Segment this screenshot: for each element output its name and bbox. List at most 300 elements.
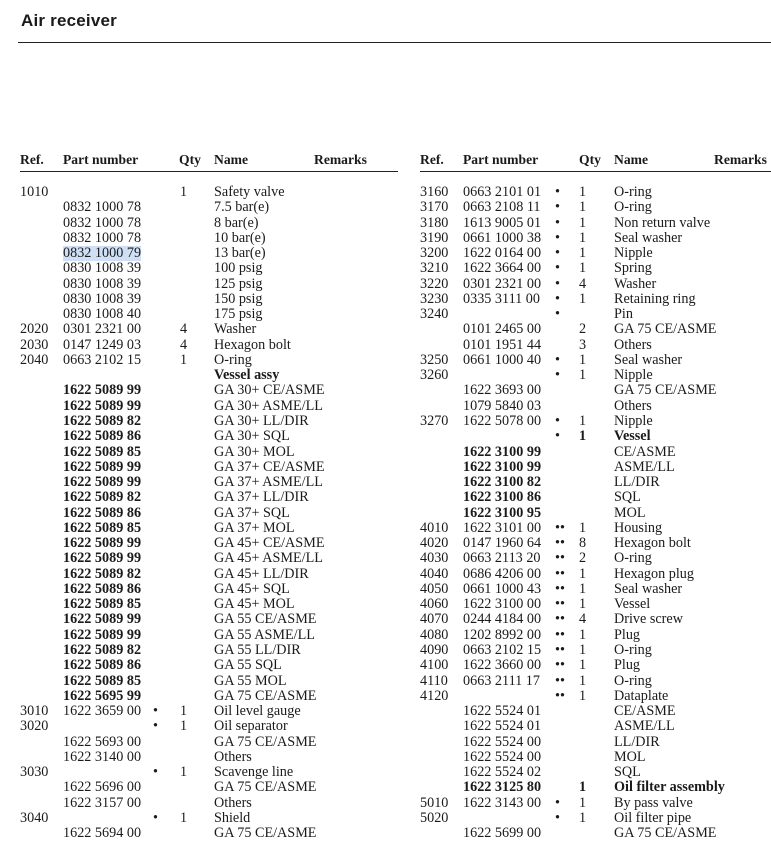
part-number-cell[interactable]: 0663 2101 01 [463, 184, 542, 200]
name-cell: Nipple [614, 245, 653, 262]
qty-cell: 1 [579, 260, 587, 277]
name-cell: 150 psig [214, 290, 263, 307]
name-cell: MOL [614, 504, 646, 521]
table-row [20, 292, 398, 307]
name-cell: SQL [614, 489, 641, 506]
level-dots: •• [555, 672, 565, 689]
ref-cell: 3240 [420, 306, 449, 323]
table-row [20, 597, 398, 612]
part-number-cell[interactable]: 1622 3693 00 [463, 382, 542, 399]
table-row [20, 246, 398, 261]
qty-cell: 3 [579, 336, 587, 353]
qty-cell: 1 [579, 245, 587, 262]
name-cell: Vessel [614, 596, 651, 613]
table-row [420, 216, 771, 231]
part-number-cell[interactable]: 0832 1000 78 [63, 214, 142, 231]
part-number-cell[interactable]: 0830 1008 39 [63, 260, 142, 277]
name-cell: GA 37+ ASME/LL [214, 474, 323, 491]
name-cell: Oil filter assembly [614, 779, 725, 796]
header-part-number: Part number [63, 152, 139, 167]
qty-cell: 4 [579, 611, 587, 628]
qty-cell: 1 [579, 794, 587, 811]
table-row [20, 582, 398, 597]
qty-cell: 1 [579, 809, 587, 826]
part-number-cell[interactable]: 0832 1000 78 [63, 199, 142, 216]
table-row [420, 475, 771, 490]
qty-cell: 1 [180, 718, 188, 735]
part-number-cell[interactable]: 1622 5089 82 [63, 565, 142, 582]
part-number-cell[interactable]: 1622 5089 86 [63, 580, 142, 597]
ref-cell: 4080 [420, 626, 449, 643]
part-number-cell[interactable]: 1622 5089 99 [63, 611, 142, 628]
name-cell: Washer [614, 275, 657, 292]
name-cell: Scavenge line [214, 764, 294, 781]
part-number-cell[interactable]: 1622 5696 00 [63, 779, 142, 796]
level-dots: • [153, 809, 158, 826]
table-row [20, 475, 398, 490]
table-row [420, 597, 771, 612]
part-number-cell[interactable]: 1622 3660 00 [463, 657, 542, 674]
name-cell: Plug [614, 626, 641, 643]
qty-cell: 1 [579, 367, 587, 384]
name-cell: Shield [214, 809, 251, 826]
name-cell: Safety valve [214, 184, 285, 200]
ref-cell: 3230 [420, 290, 449, 307]
table-row [420, 383, 771, 398]
name-cell: LL/DIR [614, 474, 660, 491]
ref-cell: 4060 [420, 596, 449, 613]
table-row [420, 643, 771, 658]
table-row [20, 322, 398, 337]
part-number-cell[interactable]: 1622 3140 00 [63, 748, 142, 765]
level-dots: •• [555, 657, 565, 674]
name-cell: GA 37+ CE/ASME [214, 458, 325, 475]
qty-cell: 1 [579, 199, 587, 216]
part-number-cell[interactable]: 1622 5089 85 [63, 672, 142, 689]
table-row [20, 750, 398, 765]
ref-cell: 4030 [420, 550, 449, 567]
table-row [420, 200, 771, 215]
table-row [420, 551, 771, 566]
qty-cell: 4 [579, 275, 587, 292]
name-cell: GA 30+ LL/DIR [214, 412, 309, 429]
table-row [420, 429, 771, 444]
name-cell: GA 75 CE/ASME [214, 825, 317, 841]
qty-cell: 1 [579, 596, 587, 613]
ref-cell: 4100 [420, 657, 449, 674]
qty-cell: 1 [180, 703, 188, 720]
table-row [420, 674, 771, 689]
name-cell: GA 30+ ASME/LL [214, 397, 323, 414]
table-row [420, 765, 771, 780]
table-row [20, 216, 398, 231]
level-dots: • [555, 428, 560, 445]
ref-cell: 3250 [420, 351, 449, 368]
level-dots: •• [555, 611, 565, 628]
part-number-cell[interactable]: 1622 5089 82 [63, 412, 142, 429]
table-row [20, 628, 398, 643]
qty-cell: 2 [579, 321, 587, 338]
qty-cell: 1 [579, 687, 587, 704]
ref-cell: 3160 [420, 184, 449, 200]
qty-cell: 1 [579, 641, 587, 658]
ref-cell: 2020 [20, 321, 49, 338]
name-cell: 100 psig [214, 260, 263, 277]
table-row [420, 292, 771, 307]
table-row [420, 460, 771, 475]
table-row [20, 567, 398, 582]
part-number-cell[interactable]: 1622 5089 82 [63, 489, 142, 506]
qty-cell: 1 [180, 351, 188, 368]
ref-cell: 3020 [20, 718, 49, 735]
part-number-cell[interactable]: 1622 0164 00 [463, 245, 542, 262]
ref-cell: 3040 [20, 809, 49, 826]
part-number-cell[interactable]: 1622 3100 99 [463, 443, 542, 460]
part-number-cell[interactable]: 1622 3100 95 [463, 504, 542, 521]
part-number-cell[interactable]: 1622 3157 00 [63, 794, 142, 811]
name-cell: GA 55 LL/DIR [214, 641, 301, 658]
level-dots: • [555, 794, 560, 811]
table-row [20, 383, 398, 398]
name-cell: GA 37+ LL/DIR [214, 489, 309, 506]
table-row [420, 506, 771, 521]
part-number-cell[interactable]: 1622 5089 86 [63, 504, 142, 521]
header-part-number: Part number [463, 152, 539, 167]
ref-cell: 3010 [20, 703, 49, 720]
ref-cell: 2030 [20, 336, 49, 353]
part-number-cell[interactable]: 1622 5524 01 [463, 718, 542, 735]
table-row [420, 307, 771, 322]
part-number-cell[interactable]: 0663 2108 11 [463, 199, 541, 216]
name-cell: GA 30+ CE/ASME [214, 382, 325, 399]
qty-cell: 1 [579, 580, 587, 597]
table-row [420, 612, 771, 627]
part-number-cell[interactable]: 1622 5089 99 [63, 397, 142, 414]
table-row [20, 704, 398, 719]
qty-cell: 1 [180, 809, 188, 826]
part-number-cell[interactable]: 1622 5089 99 [63, 382, 142, 399]
page-title: Air receiver [21, 11, 117, 30]
name-cell: 13 bar(e) [214, 245, 266, 262]
level-dots: • [555, 367, 560, 384]
part-number-cell[interactable]: 1622 5089 85 [63, 519, 142, 536]
table-row [420, 689, 771, 704]
table-row [420, 261, 771, 276]
ref-cell: 5020 [420, 809, 449, 826]
table-row [20, 277, 398, 292]
level-dots: •• [555, 580, 565, 597]
part-number-cell[interactable]: 1622 5699 00 [463, 825, 542, 841]
table-row [420, 536, 771, 551]
part-number-cell[interactable]: 1622 5089 86 [63, 428, 142, 445]
part-number-cell[interactable]: 0830 1008 40 [63, 306, 142, 323]
table-row [20, 490, 398, 505]
part-number-cell[interactable]: 0661 1000 43 [463, 580, 542, 597]
table-row [420, 582, 771, 597]
table-body [20, 185, 398, 841]
title-divider [18, 42, 771, 43]
level-dots: •• [555, 550, 565, 567]
table-row [20, 536, 398, 551]
table-row [420, 368, 771, 383]
part-number-cell[interactable]: 0661 1000 40 [463, 351, 542, 368]
level-dots: • [555, 260, 560, 277]
name-cell: Seal washer [614, 351, 683, 368]
header-name: Name [614, 152, 648, 167]
ref-cell: 3270 [420, 412, 449, 429]
part-number-cell[interactable]: 1622 5089 86 [63, 657, 142, 674]
ref-cell: 3220 [420, 275, 449, 292]
ref-cell: 4070 [420, 611, 449, 628]
qty-cell: 1 [180, 764, 188, 781]
part-number-cell[interactable]: 1622 5089 99 [63, 474, 142, 491]
table-row [20, 506, 398, 521]
part-number-cell[interactable]: 0301 2321 00 [63, 321, 142, 338]
name-cell: GA 37+ MOL [214, 519, 295, 536]
table-header [20, 152, 398, 172]
name-cell: Oil separator [214, 718, 288, 735]
part-number-cell[interactable]: 0301 2321 00 [463, 275, 542, 292]
table-row [20, 826, 398, 841]
ref-cell: 3170 [420, 199, 449, 216]
qty-cell: 1 [579, 229, 587, 246]
qty-cell: 1 [579, 184, 587, 200]
table-row [420, 719, 771, 734]
name-cell: Housing [614, 519, 663, 536]
part-number-cell[interactable]: 0663 2102 15 [63, 351, 142, 368]
part-number-cell[interactable]: 1622 3664 00 [463, 260, 542, 277]
part-number-cell[interactable]: 1622 5524 00 [463, 733, 542, 750]
table-row [20, 796, 398, 811]
parts-table-left [20, 152, 398, 841]
name-cell: GA 45+ CE/ASME [214, 535, 325, 552]
name-cell: O-ring [614, 550, 652, 567]
part-number-cell[interactable]: 1622 5089 99 [63, 550, 142, 567]
name-cell: Spring [614, 260, 652, 277]
qty-cell: 1 [579, 351, 587, 368]
ref-cell: 4120 [420, 687, 449, 704]
level-dots: •• [555, 519, 565, 536]
name-cell: Vessel [614, 428, 651, 445]
name-cell: 175 psig [214, 306, 263, 323]
part-number-cell[interactable]: 0830 1008 39 [63, 290, 142, 307]
ref-cell: 3190 [420, 229, 449, 246]
name-cell: LL/DIR [614, 733, 660, 750]
part-number-cell[interactable]: 0244 4184 00 [463, 611, 542, 628]
ref-cell: 4020 [420, 535, 449, 552]
part-number-cell[interactable]: 0147 1249 03 [63, 336, 142, 353]
part-number-cell[interactable]: 1622 5089 85 [63, 443, 142, 460]
header-name: Name [214, 152, 248, 167]
table-row [420, 445, 771, 460]
table-row [420, 277, 771, 292]
part-number-cell[interactable]: 1613 9005 01 [463, 214, 542, 231]
header-ref: Ref. [420, 152, 444, 167]
ref-cell: 3180 [420, 214, 449, 231]
part-number-cell[interactable]: 1622 3101 00 [463, 519, 542, 536]
name-cell: GA 75 CE/ASME [614, 825, 717, 841]
name-cell: Plug [614, 657, 641, 674]
table-row [20, 689, 398, 704]
name-cell: 10 bar(e) [214, 229, 266, 246]
part-number-cell[interactable]: 1622 5524 01 [463, 703, 542, 720]
part-number-cell[interactable]: 1622 5078 00 [463, 412, 542, 429]
name-cell: Drive screw [614, 611, 683, 628]
name-cell: GA 75 CE/ASME [214, 687, 317, 704]
header-remarks: Remarks [714, 152, 767, 167]
table-row [420, 735, 771, 750]
part-number-cell[interactable]: 0101 2465 00 [463, 321, 542, 338]
table-row [420, 490, 771, 505]
qty-cell: 1 [579, 214, 587, 231]
header-remarks: Remarks [314, 152, 367, 167]
part-number-cell[interactable]: 1622 3100 86 [463, 489, 542, 506]
part-number-cell[interactable]: 1622 3100 82 [463, 474, 542, 491]
name-cell: GA 45+ MOL [214, 596, 295, 613]
table-row [20, 612, 398, 627]
name-cell: O-ring [614, 184, 652, 200]
name-cell: GA 45+ SQL [214, 580, 290, 597]
table-row [20, 735, 398, 750]
table-row [20, 521, 398, 536]
level-dots: • [555, 214, 560, 231]
level-dots: • [555, 809, 560, 826]
table-row [420, 399, 771, 414]
ref-cell: 5010 [420, 794, 449, 811]
part-number-cell[interactable]: 1622 3659 00 [63, 703, 142, 720]
name-cell: GA 55 CE/ASME [214, 611, 317, 628]
part-number-cell[interactable]: 1622 5089 85 [63, 596, 142, 613]
level-dots: •• [555, 535, 565, 552]
level-dots: • [555, 184, 560, 200]
part-number-cell[interactable]: 0147 1960 64 [463, 535, 542, 552]
table-header [420, 152, 771, 172]
table-row [420, 567, 771, 582]
level-dots: • [555, 351, 560, 368]
name-cell: Hexagon bolt [614, 535, 691, 552]
name-cell: GA 75 CE/ASME [214, 733, 317, 750]
part-number-cell[interactable]: 1622 3143 00 [463, 794, 542, 811]
part-number-cell[interactable]: 0663 2113 20 [463, 550, 541, 567]
part-number-cell[interactable]: 0661 1000 38 [463, 229, 542, 246]
name-cell: 8 bar(e) [214, 214, 259, 231]
part-number-cell[interactable]: 1622 3125 80 [463, 779, 542, 796]
table-row [20, 780, 398, 795]
table-row [20, 445, 398, 460]
name-cell: GA 55 ASME/LL [214, 626, 315, 643]
table-row [420, 750, 771, 765]
part-number-cell[interactable]: 0832 1000 78 [63, 229, 142, 246]
part-number-cell[interactable]: 1622 5089 99 [63, 626, 142, 643]
part-number-cell[interactable]: 1622 5524 02 [463, 764, 542, 781]
part-number-cell[interactable]: 1622 5694 00 [63, 825, 142, 841]
table-row [420, 780, 771, 795]
qty-cell: 1 [579, 657, 587, 674]
part-number-cell[interactable]: 0335 3111 00 [463, 290, 540, 307]
qty-cell: 1 [579, 290, 587, 307]
name-cell: CE/ASME [614, 703, 676, 720]
name-cell: Hexagon plug [614, 565, 694, 582]
name-cell: GA 45+ LL/DIR [214, 565, 309, 582]
qty-cell: 1 [579, 519, 587, 536]
part-number-cell[interactable]: 0101 1951 44 [463, 336, 542, 353]
table-row [420, 826, 771, 841]
ref-cell: 3210 [420, 260, 449, 277]
level-dots: •• [555, 687, 565, 704]
part-number-cell[interactable]: 1622 5524 00 [463, 748, 542, 765]
qty-cell: 1 [579, 428, 587, 445]
level-dots: •• [555, 565, 565, 582]
table-row [20, 658, 398, 673]
ref-cell: 4010 [420, 519, 449, 536]
name-cell: Dataplate [614, 687, 669, 704]
table-row [420, 628, 771, 643]
qty-cell: 1 [579, 779, 587, 796]
name-cell: Hexagon bolt [214, 336, 291, 353]
level-dots: •• [555, 626, 565, 643]
ref-cell: 3030 [20, 764, 49, 781]
name-cell: GA 45+ ASME/LL [214, 550, 323, 567]
name-cell: O-ring [214, 351, 252, 368]
name-cell: GA 37+ SQL [214, 504, 290, 521]
table-row [420, 246, 771, 261]
name-cell: Retaining ring [614, 290, 696, 307]
name-cell: GA 75 CE/ASME [614, 382, 717, 399]
table-row [20, 399, 398, 414]
name-cell: Nipple [614, 412, 653, 429]
part-number-cell[interactable]: 0832 1000 79 [63, 245, 142, 262]
qty-cell: 1 [180, 184, 188, 200]
name-cell: GA 75 CE/ASME [614, 321, 717, 338]
part-number-cell[interactable]: 1622 5089 99 [63, 535, 142, 552]
part-number-cell[interactable]: 0830 1008 39 [63, 275, 142, 292]
header-qty: Qty [579, 152, 601, 167]
part-number-cell[interactable]: 1622 3100 99 [463, 458, 542, 475]
part-number-cell[interactable]: 0663 2102 15 [463, 641, 542, 658]
level-dots: • [555, 245, 560, 262]
part-number-cell[interactable]: 1622 3100 00 [463, 596, 542, 613]
part-number-cell[interactable]: 1622 5695 99 [63, 687, 142, 704]
level-dots: • [555, 199, 560, 216]
table-row [420, 185, 771, 200]
part-number-cell[interactable]: 1079 5840 03 [463, 397, 542, 414]
part-number-cell[interactable]: 1202 8992 00 [463, 626, 542, 643]
part-number-cell[interactable]: 0686 4206 00 [463, 565, 542, 582]
qty-cell: 1 [579, 565, 587, 582]
name-cell: GA 75 CE/ASME [214, 779, 317, 796]
table-row [420, 704, 771, 719]
table-row [20, 338, 398, 353]
level-dots: • [153, 703, 158, 720]
part-number-cell[interactable]: 1622 5089 82 [63, 641, 142, 658]
name-cell: MOL [614, 748, 646, 765]
part-number-cell[interactable]: 1622 5693 00 [63, 733, 142, 750]
table-row [20, 200, 398, 215]
ref-cell: 2040 [20, 351, 49, 368]
name-cell: GA 30+ SQL [214, 428, 290, 445]
part-number-cell[interactable]: 0663 2111 17 [463, 672, 540, 689]
level-dots: • [555, 275, 560, 292]
name-cell: GA 30+ MOL [214, 443, 295, 460]
name-cell: SQL [614, 764, 641, 781]
level-dots: • [555, 412, 560, 429]
name-cell: 7.5 bar(e) [214, 199, 270, 216]
table-row [20, 414, 398, 429]
name-cell: ASME/LL [614, 718, 675, 735]
table-row [420, 811, 771, 826]
part-number-cell[interactable]: 1622 5089 99 [63, 458, 142, 475]
table-row [20, 719, 398, 734]
